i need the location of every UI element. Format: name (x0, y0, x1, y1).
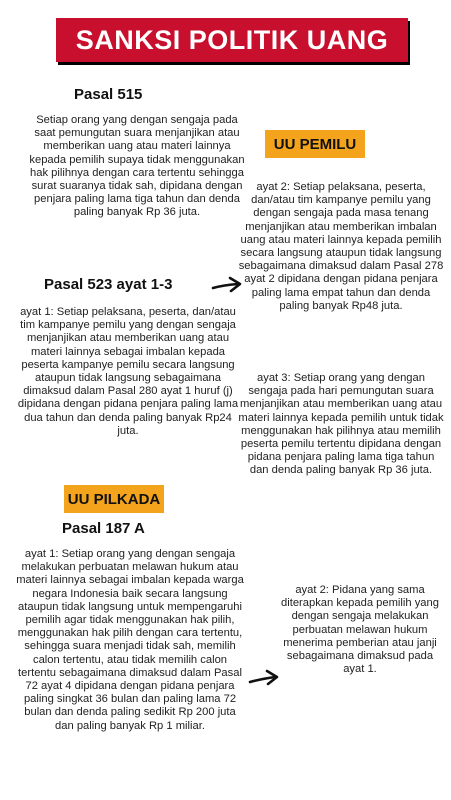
uu-pemilu-tag (265, 130, 365, 158)
pasal-515-text: Setiap orang yang dengan sengaja pada saat pemungutan suara menjanjikan atau memberikan uang atau materi lainnya kepada pemilih supaya tidak menggunakan hak pilihnya dengan cara tertentu sehingga surat suaranya tidak sah, dipidana dengan penjara paling lama tiga tahun dan denda paling banyak Rp 36 juta. (29, 114, 245, 219)
pilkada-ayat-2: ayat 2: Pidana yang sama diterapkan kepada pemilih yang dengan sengaja melakukan perbuatan melawan hukum menerima pemberian atau janji sebagaimana dimaksud pada ayat 1. (281, 584, 439, 676)
pasal-523-ayat-1: ayat 1: Setiap pelaksana, peserta, dan/atau tim kampanye pemilu yang dengan sengaja menjanjikan atau memberikan uang atau materi lainnya sebagai imbalan kepada peserta kampanye pemilu secara langsung ataupun tidak langsung sebagaimana dimaksud dalam Pasal 280 ayat 1 huruf (j) dipidana dengan pidana penjara paling lama dua tahun dan denda paling banyak Rp24 juta. (17, 306, 239, 437)
pilkada-ayat-1: ayat 1: Setiap orang yang dengan sengaja melakukan perbuatan melawan hukum atau materi lainnya sebagai imbalan kepada warga negara Indonesia baik secara langsung ataupun tidak langsung untuk mempengaruhi pemilih agar tidak menggunakan hak pilih, menggunakan hak pilih dengan cara tertentu, sehingga suara menjadi tidak sah, memilih calon tertentu, atau tidak memilih calon tertentu sebagaimana dimaksud dalam Pasal 72 ayat 4 dipidana dengan pidana penjara paling singkat 36 bulan dan paling lama 72 bulan dan denda paling sedikit Rp 200 juta dan paling banyak Rp 1 miliar. (16, 548, 244, 732)
page-title: SANKSI POLITIK UANG (75, 24, 389, 55)
pasal-523-heading: Pasal 523 ayat 1-3 (44, 276, 173, 293)
pasal-187a-heading: Pasal 187 A (62, 520, 145, 537)
uu-pemilu-ayat-3: ayat 3: Setiap orang yang dengan sengaja pada hari pemungutan suara menjanjikan atau memberikan uang atau materi lainnya kepada pemilih untuk tidak menggunakan hak pilihnya atau memilih peserta pemilu tertentu dipidana dengan pidana penjara paling lama tiga tahun dan denda paling banyak Rp 36 juta. (238, 372, 444, 477)
uu-pilkada-label: UU PILKADA (67, 490, 161, 508)
arrow-right-icon (247, 668, 281, 690)
uu-pemilu-label: UU PEMILU (273, 135, 357, 153)
pasal-515-heading: Pasal 515 (74, 86, 143, 103)
uu-pilkada-tag (64, 485, 164, 513)
title-banner (56, 18, 408, 62)
uu-pemilu-ayat-2: ayat 2: Setiap pelaksana, peserta, dan/atau tim kampanye pemilu yang dengan sengaja pada masa tenang menjanjikan atau memberikan imbalan uang atau materi lainnya kepada pemilih secara langsung ataupun tidak langsung sebagaimana dimaksud dalam Pasal 278 ayat 2 dipidana dengan pidana penjara paling lama empat tahun dan denda paling banyak Rp48 juta. (238, 181, 444, 312)
arrow-right-icon (210, 275, 244, 297)
